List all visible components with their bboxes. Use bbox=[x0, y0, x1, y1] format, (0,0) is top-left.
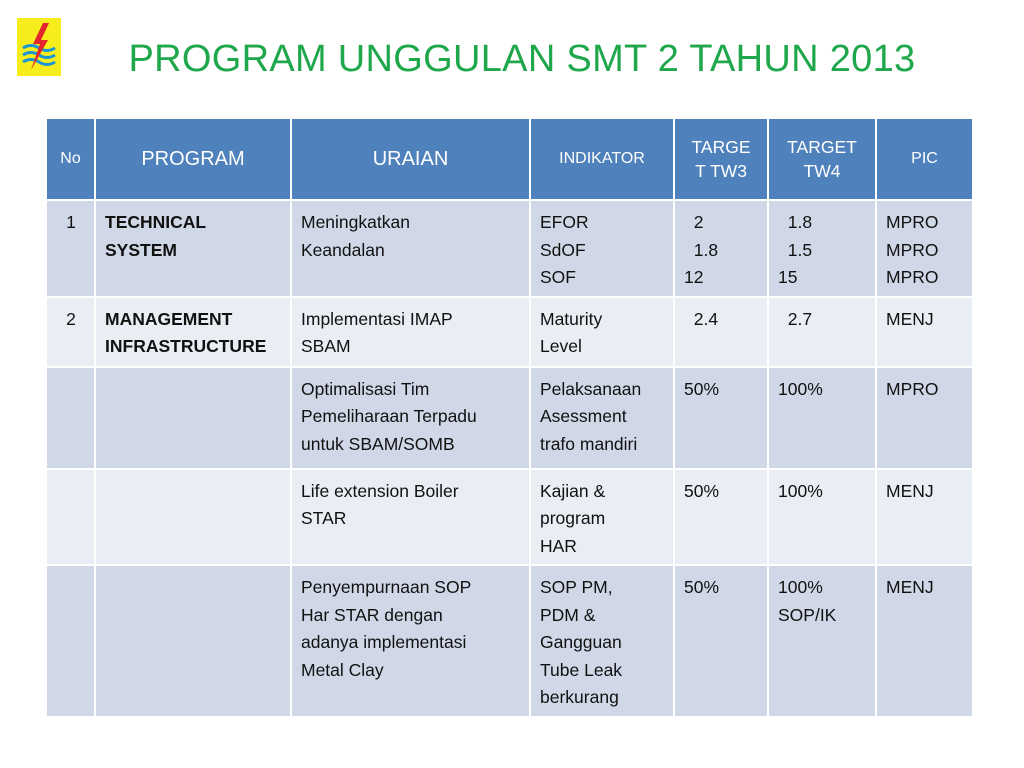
cell-target-tw4: 100% SOP/IK bbox=[768, 565, 876, 717]
cell-uraian: Penyempurnaan SOP Har STAR dengan adanya implementasi Metal Clay bbox=[291, 565, 530, 717]
header-indikator: INDIKATOR bbox=[530, 118, 674, 200]
cell-uraian: Implementasi IMAP SBAM bbox=[291, 297, 530, 367]
cell-program: TECHNICAL SYSTEM bbox=[95, 200, 291, 297]
header-pic: PIC bbox=[876, 118, 973, 200]
cell-target-tw3: 50% bbox=[674, 469, 768, 566]
cell-program: MANAGEMENT INFRASTRUCTURE bbox=[95, 297, 291, 367]
table-row bbox=[46, 297, 973, 367]
page-title: PROGRAM UNGGULAN SMT 2 TAHUN 2013 bbox=[128, 38, 916, 80]
table-row bbox=[46, 367, 973, 469]
header-target-tw3: TARGE T TW3 bbox=[674, 118, 768, 200]
header-no: No bbox=[46, 118, 95, 200]
cell-no: 1 bbox=[46, 200, 95, 297]
cell-program bbox=[95, 367, 291, 469]
table-row bbox=[46, 469, 973, 566]
cell-target-tw3: 2 1.8 12 bbox=[674, 200, 768, 297]
cell-no bbox=[46, 565, 95, 717]
cell-no bbox=[46, 469, 95, 566]
cell-indikator: SOP PM, PDM & Gangguan Tube Leak berkurang bbox=[530, 565, 674, 717]
cell-target-tw4: 1.8 1.5 15 bbox=[768, 200, 876, 297]
cell-pic: MENJ bbox=[876, 565, 973, 717]
header-uraian: URAIAN bbox=[291, 118, 530, 200]
cell-target-tw3: 50% bbox=[674, 565, 768, 717]
table-row bbox=[46, 200, 973, 297]
header-target-tw4: TARGET TW4 bbox=[768, 118, 876, 200]
cell-target-tw3: 50% bbox=[674, 367, 768, 469]
cell-indikator: Kajian & program HAR bbox=[530, 469, 674, 566]
header-program: PROGRAM bbox=[95, 118, 291, 200]
cell-target-tw4: 100% bbox=[768, 469, 876, 566]
cell-target-tw4: 100% bbox=[768, 367, 876, 469]
table-row bbox=[46, 565, 973, 717]
cell-indikator: Pelaksanaan Asessment trafo mandiri bbox=[530, 367, 674, 469]
cell-uraian: Life extension Boiler STAR bbox=[291, 469, 530, 566]
cell-indikator: Maturity Level bbox=[530, 297, 674, 367]
cell-pic: MPRO MPRO MPRO bbox=[876, 200, 973, 297]
cell-program bbox=[95, 469, 291, 566]
cell-pic: MENJ bbox=[876, 469, 973, 566]
cell-pic: MENJ bbox=[876, 297, 973, 367]
cell-no bbox=[46, 367, 95, 469]
program-table bbox=[45, 117, 974, 718]
cell-indikator: EFOR SdOF SOF bbox=[530, 200, 674, 297]
cell-uraian: Meningkatkan Keandalan bbox=[291, 200, 530, 297]
cell-target-tw3: 2.4 bbox=[674, 297, 768, 367]
cell-uraian: Optimalisasi Tim Pemeliharaan Terpadu untuk SBAM/SOMB bbox=[291, 367, 530, 469]
cell-no: 2 bbox=[46, 297, 95, 367]
cell-pic: MPRO bbox=[876, 367, 973, 469]
cell-program bbox=[95, 565, 291, 717]
cell-target-tw4: 2.7 bbox=[768, 297, 876, 367]
table-header-row bbox=[46, 118, 973, 200]
